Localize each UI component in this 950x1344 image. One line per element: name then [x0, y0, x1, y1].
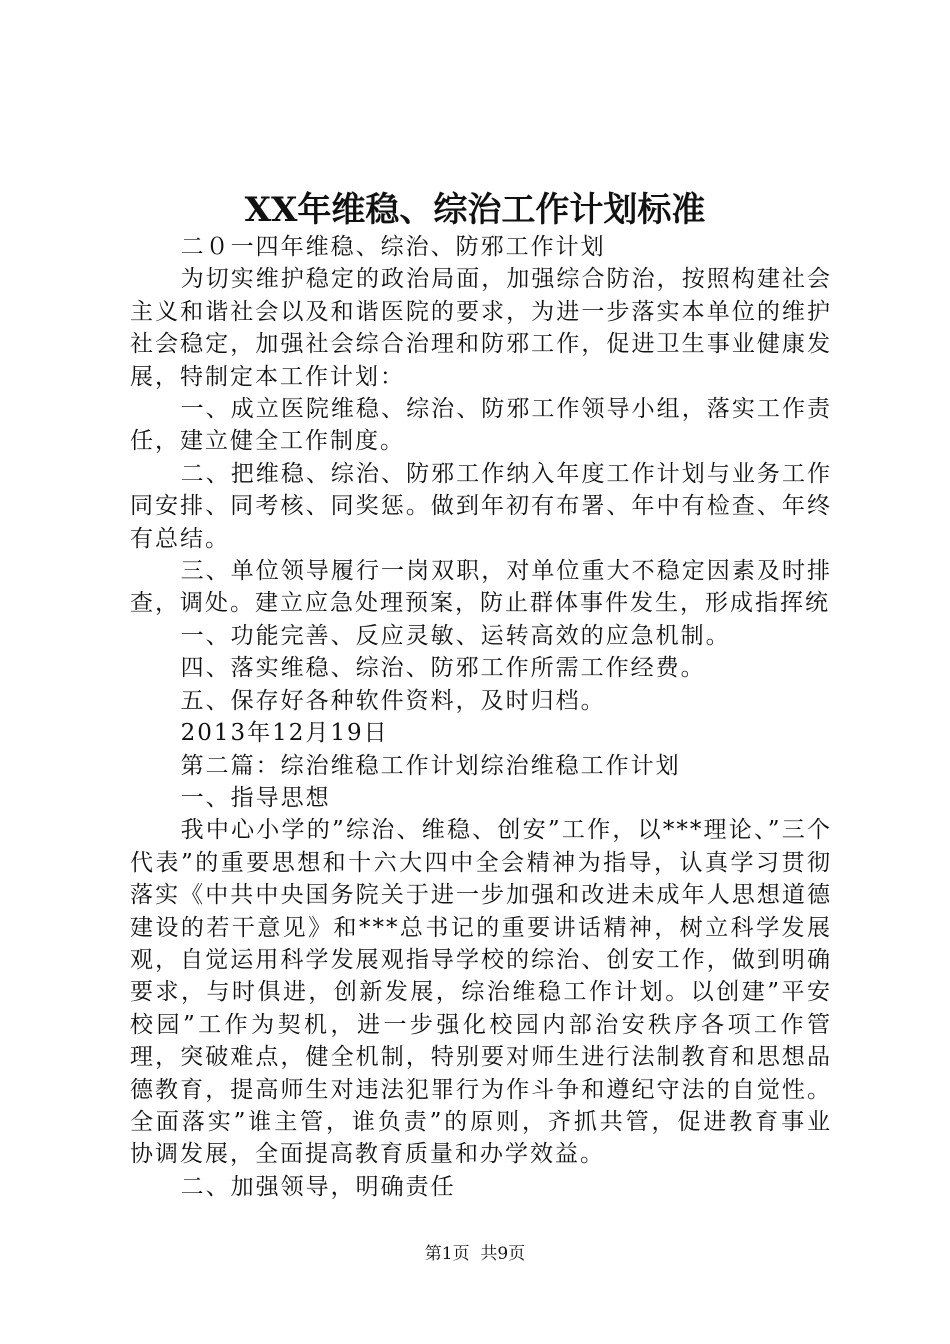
paragraph-item-3: 三、单位领导履行一岗双职，对单位重大不稳定因素及时排查，调处。建立应急处理预案，防止群体事件发生，形成指挥统 [130, 558, 832, 617]
paragraph-item-2: 二、把维稳、综治、防邪工作纳入年度工作计划与业务工作同安排、同考核、同奖惩。做到年初有布署、年中有检查、年终有总结。 [130, 460, 832, 552]
paragraph-item-4: 四、落实维稳、综治、防邪工作所需工作经费。 [180, 655, 706, 682]
document-body [130, 231, 832, 1203]
paragraph-intro: 为切实维护稳定的政治局面，加强综合防治，按照构建社会主义和谐社会以及和谐医院的要求，为进一步落实本单位的维护社会稳定，加强社会综合治理和防邪工作，促进卫生事业健康发展，特制定本工作计划： [130, 266, 832, 390]
document-title: XX年维稳、综治工作计划标准 [244, 190, 706, 230]
paragraph-guiding-ideology-heading: 一、指导思想 [180, 784, 331, 811]
paragraph-item-3-continued: 一、功能完善、反应灵敏、运转高效的应急机制。 [180, 622, 731, 649]
page-number-footer: 第1页 共9页 [424, 1244, 526, 1264]
paragraph-item-1: 一、成立医院维稳、综治、防邪工作领导小组，落实工作责任，建立健全工作制度。 [130, 396, 832, 455]
paragraph-date: 2013年12月19日 [180, 720, 389, 747]
paragraph-section-two-title: 第二篇：综治维稳工作计划综治维稳工作计划 [180, 752, 681, 779]
paragraph-plan-heading: 二０一四年维稳、综治、防邪工作计划 [180, 234, 606, 260]
paragraph-leadership-heading: 二、加强领导，明确责任 [180, 1173, 456, 1200]
paragraph-guiding-ideology: 我中心小学的”综治、维稳、创安”工作，以***理论、”三个代表”的重要思想和十六大四中全会精神为指导，认真学习贯彻落实《中共中央国务院关于进一步加强和改进未成年人思想道德建设的若干意见》和***总书记的重要讲话精神，树立科学发展观，自觉运用科学发展观指导学校的综治、创安工作，做到明确要求，与时俱进，创新发展，综治维稳工作计划。以创建”平安校园”工作为契机，进一步强化校园内部治安秩序各项工作管理，突破难点，健全机制，特别要对师生进行法制教育和思想品德教育，提高师生对违法犯罪行为作斗争和遵纪守法的自觉性。全面落实”谁主管，谁负责”的原则，齐抓共管，促进教育事业协调发展，全面提高教育质量和办学效益。 [130, 817, 832, 1168]
paragraph-item-5: 五、保存好各种软件资料，及时归档。 [180, 687, 606, 714]
